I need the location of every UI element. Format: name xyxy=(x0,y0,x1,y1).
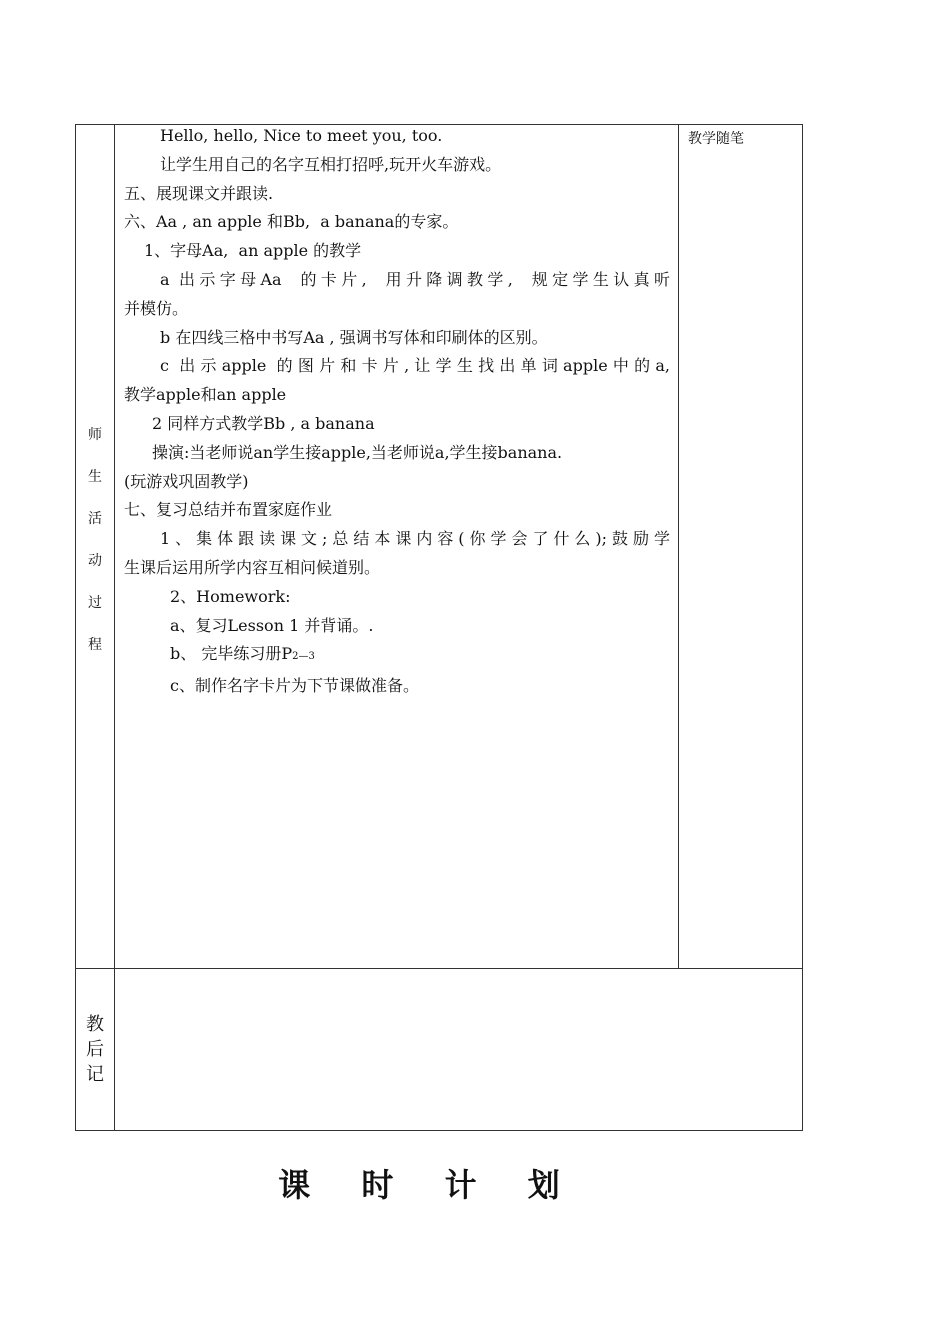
content-line: 并模仿。 xyxy=(124,298,189,318)
label-char: 过 xyxy=(88,595,102,611)
content-line: 五、展现课文并跟读. xyxy=(124,183,274,203)
label-char: 教 xyxy=(86,1014,104,1035)
content-line: 2、Homework: xyxy=(170,586,291,606)
content-line xyxy=(124,640,670,672)
label-char: 师 xyxy=(88,427,102,443)
content-line: a、复习Lesson 1 并背诵。. xyxy=(170,615,374,635)
lesson-plan-title: 课 时 计 划 xyxy=(278,1166,580,1204)
content-line: a 出示字母Aa 的卡片, 用升降调教学, 规定学生认真听 xyxy=(160,269,670,289)
label-char: 记 xyxy=(86,1064,104,1085)
content-line: 1、集体跟读课文;总结本课内容(你学会了什么);鼓励学 xyxy=(160,529,670,549)
content-line: 七、复习总结并布置家庭作业 xyxy=(124,500,333,520)
content-line: Hello, hello, Nice to meet you, too. xyxy=(160,126,443,145)
label-char: 程 xyxy=(88,637,102,653)
content-line: 教学apple和an apple xyxy=(124,385,287,405)
label-char: 动 xyxy=(88,553,102,569)
post-teaching-notes-label xyxy=(76,1012,114,1087)
label-char: 生 xyxy=(88,469,102,485)
content-line: 六、Aa , an apple 和Bb, a banana的专家。 xyxy=(124,212,459,232)
column-divider-left xyxy=(114,124,115,1131)
label-char: 后 xyxy=(86,1039,104,1060)
content-line: 让学生用自己的名字互相打招呼,玩开火车游戏。 xyxy=(160,154,502,174)
content-line: c 出示apple 的图片和卡片,让学生找出单词apple中的a, xyxy=(160,356,670,376)
page-range: 2—3 xyxy=(292,651,315,663)
content-line: b 在四线三格中书写Aa , 强调书写体和印刷体的区别。 xyxy=(160,327,548,347)
activity-process-label xyxy=(76,424,114,676)
content-line: (玩游戏巩固教学) xyxy=(124,471,249,491)
row-divider xyxy=(75,968,803,969)
lesson-content xyxy=(124,122,670,701)
content-line: 1、字母Aa, an apple 的教学 xyxy=(144,241,362,261)
teaching-notes-title: 教学随笔 xyxy=(688,131,744,147)
label-char: 活 xyxy=(88,511,102,527)
content-line: c、制作名字卡片为下节课做准备。 xyxy=(170,676,419,696)
column-divider-right xyxy=(678,124,679,969)
content-line: 生课后运用所学内容互相问候道别。 xyxy=(124,557,381,577)
content-text: b、 完毕练习册P xyxy=(170,644,293,664)
content-line: 2 同样方式教学Bb , a banana xyxy=(152,413,375,433)
content-line: 操演:当老师说an学生接apple,当老师说a,学生接banana. xyxy=(152,442,563,462)
